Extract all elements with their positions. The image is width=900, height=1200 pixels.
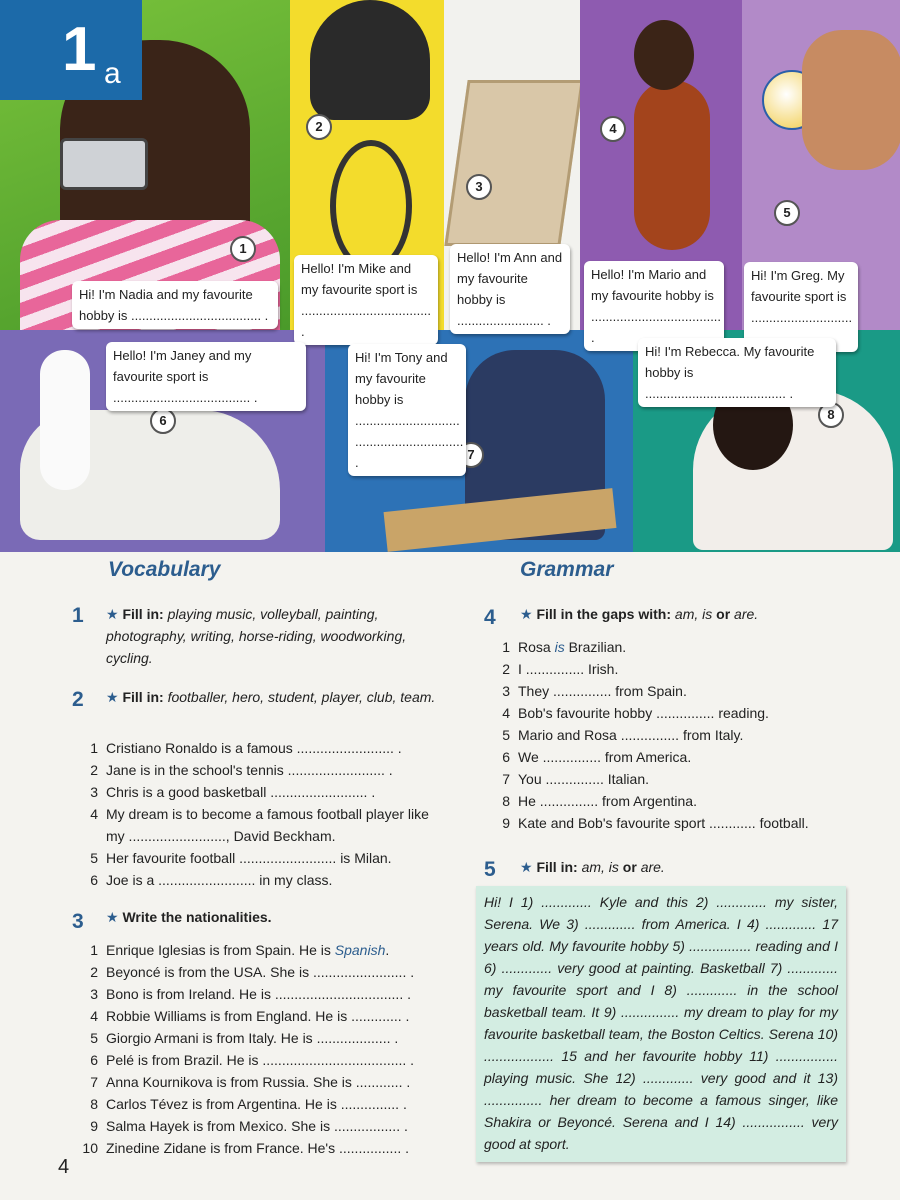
easel-shape <box>444 80 580 246</box>
page-number: 4 <box>58 1156 70 1178</box>
star-icon: ★ <box>520 859 533 875</box>
bubble-tony: Hi! I'm Tony and my favourite hobby is ............................. .............................. . <box>348 344 466 476</box>
exercise-2-instruction <box>106 686 446 708</box>
exercise-2-lead: Fill in: <box>122 689 164 705</box>
list-item: 10 Zinedine Zidane is from France. He's ................ . <box>82 1140 410 1156</box>
list-item: 7 You ............... Italian. <box>502 771 649 787</box>
exercise-5-lead: Fill in: <box>536 859 578 875</box>
list-item: 5 Her favourite football ......................... is Milan. <box>90 850 392 866</box>
star-icon: ★ <box>106 606 119 622</box>
star-icon: ★ <box>106 689 119 705</box>
exercise-4-words: am, is <box>674 606 713 622</box>
cyclist-shape <box>310 0 430 120</box>
list-item: 3 They ............... from Spain. <box>502 683 687 699</box>
photo-number-6: 6 <box>150 408 176 434</box>
list-item: 4 Robbie Williams is from England. He is ............. . <box>90 1008 410 1024</box>
bike-wheel <box>330 140 412 272</box>
list-item: 6 Pelé is from Brazil. He is ..................................... . <box>90 1052 415 1068</box>
unit-letter: a <box>104 57 121 90</box>
list-item: 4 Bob's favourite hobby ............... reading. <box>502 705 769 721</box>
exercise-1-words: playing music, volleyball, painting, photography, writing, horse-riding, woodworking, cycling. <box>106 606 407 666</box>
exercise-4-number: 4 <box>484 606 496 629</box>
exercise-5-instruction <box>520 856 860 878</box>
star-icon: ★ <box>520 606 533 622</box>
exercise-1-lead: Fill in: <box>122 606 164 622</box>
bubble-rebecca: Hi! I'm Rebecca. My favourite hobby is ....................................... . <box>638 338 836 407</box>
bubble-greg: Hi! I'm Greg. My favourite sport is ............................ <box>744 262 858 352</box>
exercise-5-number: 5 <box>484 858 496 881</box>
list-item: 6 Joe is a ......................... in my class. <box>90 872 333 888</box>
unit-number: 1 <box>62 15 97 84</box>
exercise-4-instruction <box>520 603 860 625</box>
camera-shape <box>60 138 148 190</box>
player-shape <box>802 30 900 170</box>
list-item: 9 Salma Hayek is from Mexico. She is ................. . <box>90 1118 408 1134</box>
star-icon: ★ <box>106 909 119 925</box>
list-item: 9 Kate and Bob's favourite sport ............ football. <box>502 815 809 831</box>
musician-shape <box>634 20 694 90</box>
bubble-nadia: Hi! I'm Nadia and my favourite hobby is .................................... . <box>72 281 278 329</box>
unit-badge <box>0 0 142 100</box>
list-item: 5 Giorgio Armani is from Italy. He is ................... . <box>90 1030 399 1046</box>
exercise-1-instruction <box>106 603 446 669</box>
list-item: 2 Jane is in the school's tennis ......................... . <box>90 762 393 778</box>
grammar-heading: Grammar <box>520 558 614 581</box>
list-item: 7 Anna Kournikova is from Russia. She is ............ . <box>90 1074 411 1090</box>
cello-shape <box>634 80 710 250</box>
list-item: 8 He ............... from Argentina. <box>502 793 697 809</box>
photo-number-7: 7 <box>458 442 484 468</box>
list-item: 1 Cristiano Ronaldo is a famous ......................... . <box>90 740 402 756</box>
vocabulary-heading: Vocabulary <box>108 558 221 581</box>
list-item: 1 Rosa is Brazilian. <box>502 639 627 655</box>
exercise-2-number: 2 <box>72 688 84 711</box>
list-item: 1 Enrique Iglesias is from Spain. He is Spanish. <box>90 942 390 958</box>
photo-collage <box>0 0 900 552</box>
exercise-4-words2: are. <box>734 606 759 622</box>
list-item: 3 Chris is a good basketball ......................... . <box>90 784 376 800</box>
list-item: 4 My dream is to become a famous football player like my ........................., David Beckham. <box>90 806 429 844</box>
exercise-3-number: 3 <box>72 910 84 933</box>
exercise-5-text: Hi! I 1) ............. Kyle and this 2) ............. my sister, Serena. We 3) ............. from America. I 4) ............. 17 years old. My favourite hobby 5) ................ reading and I 6) ............. very good at painting. Basketball 7) ............. my favourite sport and I 8) ............. in the school basketball team. It 9) ............... my dream to play for my favourite basketball team, the Boston Celtics. Serena 10) .................. 15 and her favourite hobby 11) ................ playing music. She 12) ............. very good and it 13) ............... her dream to become a famous singer, like Shakira or Beyoncé. Serena and I 14) ................ very good at sport. <box>484 894 838 1152</box>
exercise-5-words2: are. <box>640 859 665 875</box>
photo-number-1: 1 <box>230 236 256 262</box>
rider-shape <box>40 350 90 490</box>
bubble-mike: Hello! I'm Mike and my favourite sport is .................................... . <box>294 255 438 345</box>
bubble-janey: Hello! I'm Janey and my favourite sport is ...................................... . <box>106 342 306 411</box>
bubble-ann: Hello! I'm Ann and my favourite hobby is ........................ . <box>450 244 570 334</box>
list-item: 8 Carlos Tévez is from Argentina. He is ............... . <box>90 1096 407 1112</box>
exercise-1-number: 1 <box>72 604 84 627</box>
photo-number-4: 4 <box>600 116 626 142</box>
exercise-2-list <box>80 737 450 891</box>
list-item: 5 Mario and Rosa ............... from Italy. <box>502 727 744 743</box>
photo-number-8: 8 <box>818 402 844 428</box>
exercise-5-or: or <box>622 859 637 875</box>
exercise-4-or: or <box>716 606 731 622</box>
bubble-mario: Hello! I'm Mario and my favourite hobby is .................................... . <box>584 261 724 351</box>
exercise-2-words: footballer, hero, student, player, club, team. <box>167 689 436 705</box>
photo-number-2: 2 <box>306 114 332 140</box>
photo-number-3: 3 <box>466 174 492 200</box>
photo-number-5: 5 <box>774 200 800 226</box>
exercise-3-list <box>80 939 450 1159</box>
exercise-5-text-box <box>476 886 846 1162</box>
exercise-5-words: am, is <box>581 859 619 875</box>
list-item: 3 Bono is from Ireland. He is ................................. . <box>90 986 411 1002</box>
exercise-3-instruction <box>106 906 446 928</box>
exercise-4-lead: Fill in the gaps with: <box>536 606 672 622</box>
exercise-3-lead: Write the nationalities. <box>122 909 272 925</box>
list-item: 6 We ............... from America. <box>502 749 692 765</box>
list-item: 2 Beyoncé is from the USA. She is ........................ . <box>90 964 415 980</box>
list-item: 2 I ............... Irish. <box>502 661 619 677</box>
exercise-4-list <box>492 636 872 834</box>
